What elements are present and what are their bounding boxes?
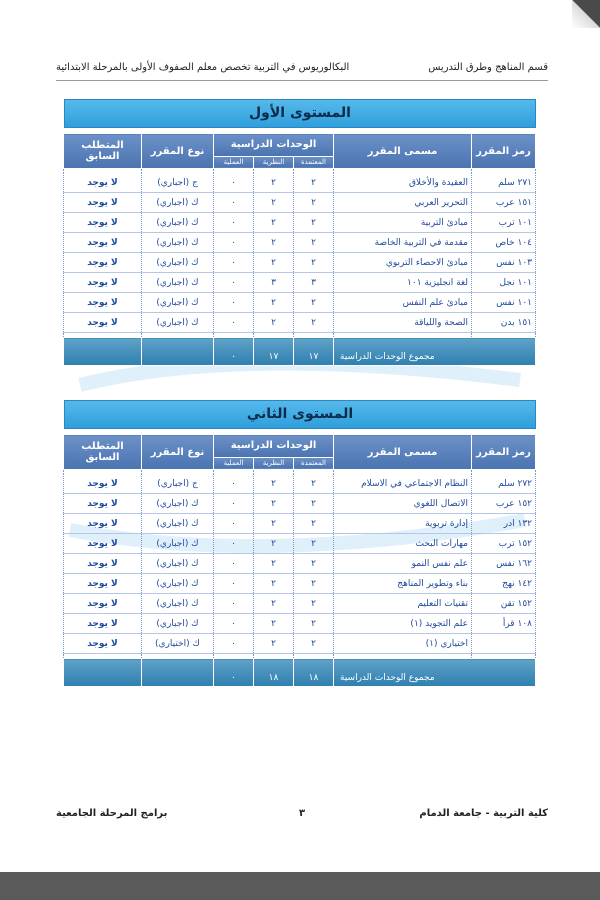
credit-units: ٢ <box>294 193 334 213</box>
table-row <box>64 273 536 293</box>
col-header-code: رمز المقرر <box>472 134 536 169</box>
course-name: اختياري (١) <box>334 634 472 654</box>
table-row <box>64 213 536 233</box>
practical-units: ٠ <box>214 173 254 193</box>
page-header <box>56 62 548 81</box>
practical-units: ٠ <box>214 213 254 233</box>
col-header-theory: النظرية <box>254 156 294 168</box>
course-code: ١٥٢ عرب <box>472 494 536 514</box>
credit-units: ٢ <box>294 293 334 313</box>
table-row <box>64 614 536 634</box>
col-header-type: نوع المقرر <box>142 134 214 169</box>
total-credit: ١٨ <box>294 659 334 687</box>
course-name: مبادئ الاحصاء التربوي <box>334 253 472 273</box>
course-code <box>472 634 536 654</box>
practical-units: ٠ <box>214 313 254 333</box>
course-name: بناء وتطوير المناهج <box>334 574 472 594</box>
credit-units: ٢ <box>294 594 334 614</box>
course-type: ج (اجباري) <box>142 474 214 494</box>
prerequisite: لا يوجد <box>64 534 142 554</box>
page-number: ٣ <box>298 808 306 819</box>
course-type: ك (اجباري) <box>142 574 214 594</box>
prerequisite: لا يوجد <box>64 634 142 654</box>
prerequisite: لا يوجد <box>64 213 142 233</box>
total-label: مجموع الوحدات الدراسية <box>334 659 536 687</box>
course-name: مقدمة في التربية الخاصة <box>334 233 472 253</box>
prerequisite: لا يوجد <box>64 494 142 514</box>
course-code: ١٦٢ نفس <box>472 554 536 574</box>
course-code: ١٥١ عرب <box>472 193 536 213</box>
course-type: ك (اجباري) <box>142 313 214 333</box>
col-header-type: نوع المقرر <box>142 435 214 470</box>
prerequisite: لا يوجد <box>64 293 142 313</box>
table-row <box>64 554 536 574</box>
practical-units: ٠ <box>214 253 254 273</box>
theory-units: ٢ <box>254 574 294 594</box>
course-code: ٢٧١ سلم <box>472 173 536 193</box>
course-type: ك (اجباري) <box>142 594 214 614</box>
course-name: علم التجويد (١) <box>334 614 472 634</box>
theory-units: ٢ <box>254 193 294 213</box>
total-row <box>64 659 536 687</box>
course-code: ٢٧٢ سلم <box>472 474 536 494</box>
table-row <box>64 534 536 554</box>
practical-units: ٠ <box>214 614 254 634</box>
course-code: ١٠١ نجل <box>472 273 536 293</box>
table-row <box>64 634 536 654</box>
practical-units: ٠ <box>214 293 254 313</box>
course-code: ١٥٢ ترب <box>472 534 536 554</box>
theory-units: ٢ <box>254 614 294 634</box>
prerequisite: لا يوجد <box>64 514 142 534</box>
course-type: ك (اختياري) <box>142 634 214 654</box>
course-code: ١٤٢ نهج <box>472 574 536 594</box>
level-1-title: المستوى الأول <box>64 99 536 128</box>
practical-units: ٠ <box>214 574 254 594</box>
course-name: الصحة واللياقة <box>334 313 472 333</box>
practical-units: ٠ <box>214 273 254 293</box>
practical-units: ٠ <box>214 554 254 574</box>
level-1-table <box>63 133 536 366</box>
credit-units: ٢ <box>294 534 334 554</box>
practical-units: ٠ <box>214 494 254 514</box>
credit-units: ٢ <box>294 554 334 574</box>
col-header-credit: المعتمدة <box>294 156 334 168</box>
level-2-table <box>63 434 536 687</box>
total-credit: ١٧ <box>294 338 334 366</box>
course-code: ١٠٣ نفس <box>472 253 536 273</box>
table-row <box>64 474 536 494</box>
theory-units: ٢ <box>254 474 294 494</box>
course-code: ١٠٤ خاص <box>472 233 536 253</box>
course-type: ك (اجباري) <box>142 253 214 273</box>
total-theory: ١٧ <box>254 338 294 366</box>
course-code: ١٠٨ قرأ <box>472 614 536 634</box>
course-type: ك (اجباري) <box>142 213 214 233</box>
col-header-code: رمز المقرر <box>472 435 536 470</box>
table-row <box>64 494 536 514</box>
credit-units: ٢ <box>294 494 334 514</box>
course-type: ك (اجباري) <box>142 273 214 293</box>
prerequisite: لا يوجد <box>64 474 142 494</box>
course-code: ١٣٢ ادر <box>472 514 536 534</box>
table-row <box>64 574 536 594</box>
practical-units: ٠ <box>214 534 254 554</box>
theory-units: ٢ <box>254 293 294 313</box>
course-code: ١٥٢ تقن <box>472 594 536 614</box>
course-type: ك (اجباري) <box>142 554 214 574</box>
credit-units: ٢ <box>294 474 334 494</box>
prerequisite: لا يوجد <box>64 594 142 614</box>
total-label: مجموع الوحدات الدراسية <box>334 338 536 366</box>
header-department: قسم المناهج وطرق التدريس <box>428 62 548 73</box>
prerequisite: لا يوجد <box>64 233 142 253</box>
course-name: مهارات البحث <box>334 534 472 554</box>
theory-units: ٢ <box>254 313 294 333</box>
course-name: مبادئ علم النفس <box>334 293 472 313</box>
credit-units: ٢ <box>294 253 334 273</box>
course-name: الاتصال اللغوي <box>334 494 472 514</box>
course-name: مبادئ التربية <box>334 213 472 233</box>
course-type: ك (اجباري) <box>142 293 214 313</box>
theory-units: ٢ <box>254 233 294 253</box>
level-1-section <box>64 99 536 366</box>
course-code: ١٥١ بدن <box>472 313 536 333</box>
course-code: ١٠١ ترب <box>472 213 536 233</box>
credit-units: ٢ <box>294 574 334 594</box>
theory-units: ٢ <box>254 494 294 514</box>
practical-units: ٠ <box>214 634 254 654</box>
theory-units: ٢ <box>254 534 294 554</box>
table-row <box>64 514 536 534</box>
footer-college: كلية التربية - جامعة الدمام <box>419 808 548 819</box>
theory-units: ٣ <box>254 273 294 293</box>
prerequisite: لا يوجد <box>64 253 142 273</box>
prerequisite: لا يوجد <box>64 614 142 634</box>
total-practical: ٠ <box>214 659 254 687</box>
course-code: ١٠١ نفس <box>472 293 536 313</box>
credit-units: ٢ <box>294 213 334 233</box>
course-name: النظام الاجتماعي في الاسلام <box>334 474 472 494</box>
course-type: ك (اجباري) <box>142 514 214 534</box>
credit-units: ٢ <box>294 233 334 253</box>
col-header-prereq: المتطلب السابق <box>64 435 142 470</box>
table-row <box>64 193 536 213</box>
total-row <box>64 338 536 366</box>
col-header-prereq: المتطلب السابق <box>64 134 142 169</box>
prerequisite: لا يوجد <box>64 273 142 293</box>
credit-units: ٢ <box>294 514 334 534</box>
col-header-practical: العملية <box>214 156 254 168</box>
course-name: إدارة تربوية <box>334 514 472 534</box>
col-header-theory: النظرية <box>254 457 294 469</box>
table-row <box>64 253 536 273</box>
col-header-name: مسمى المقرر <box>334 134 472 169</box>
credit-units: ٢ <box>294 614 334 634</box>
theory-units: ٢ <box>254 213 294 233</box>
table-row <box>64 313 536 333</box>
course-name: لغة انجليزية ١٠١ <box>334 273 472 293</box>
course-name: التحرير العربي <box>334 193 472 213</box>
practical-units: ٠ <box>214 594 254 614</box>
col-header-units: الوحدات الدراسية <box>214 134 334 157</box>
table-row <box>64 594 536 614</box>
credit-units: ٢ <box>294 313 334 333</box>
prerequisite: لا يوجد <box>64 313 142 333</box>
course-type: ك (اجباري) <box>142 233 214 253</box>
course-type: ج (اجباري) <box>142 173 214 193</box>
prerequisite: لا يوجد <box>64 574 142 594</box>
level-2-title: المستوى الثاني <box>64 400 536 429</box>
credit-units: ٢ <box>294 634 334 654</box>
prerequisite: لا يوجد <box>64 193 142 213</box>
theory-units: ٢ <box>254 594 294 614</box>
course-type: ك (اجباري) <box>142 534 214 554</box>
footer-programs: برامج المرحلة الجامعية <box>56 808 168 819</box>
practical-units: ٠ <box>214 233 254 253</box>
col-header-practical: العملية <box>214 457 254 469</box>
level-2-section <box>64 400 536 687</box>
course-type: ك (اجباري) <box>142 193 214 213</box>
total-practical: ٠ <box>214 338 254 366</box>
credit-units: ٢ <box>294 173 334 193</box>
table-row <box>64 173 536 193</box>
prerequisite: لا يوجد <box>64 173 142 193</box>
course-name: تقنيات التعليم <box>334 594 472 614</box>
credit-units: ٣ <box>294 273 334 293</box>
theory-units: ٢ <box>254 173 294 193</box>
course-type: ك (اجباري) <box>142 494 214 514</box>
total-theory: ١٨ <box>254 659 294 687</box>
col-header-units: الوحدات الدراسية <box>214 435 334 458</box>
theory-units: ٢ <box>254 634 294 654</box>
col-header-credit: المعتمدة <box>294 457 334 469</box>
table-row <box>64 293 536 313</box>
table-row <box>64 233 536 253</box>
header-program: البكالوريوس في التربية تخصص معلم الصفوف الأولى بالمرحلة الابتدائية <box>56 62 350 73</box>
course-name: علم نفس النمو <box>334 554 472 574</box>
practical-units: ٠ <box>214 193 254 213</box>
practical-units: ٠ <box>214 474 254 494</box>
theory-units: ٢ <box>254 253 294 273</box>
course-type: ك (اجباري) <box>142 614 214 634</box>
col-header-name: مسمى المقرر <box>334 435 472 470</box>
theory-units: ٢ <box>254 514 294 534</box>
page-footer <box>56 808 548 826</box>
course-name: العقيدة والأخلاق <box>334 173 472 193</box>
prerequisite: لا يوجد <box>64 554 142 574</box>
practical-units: ٠ <box>214 514 254 534</box>
theory-units: ٢ <box>254 554 294 574</box>
